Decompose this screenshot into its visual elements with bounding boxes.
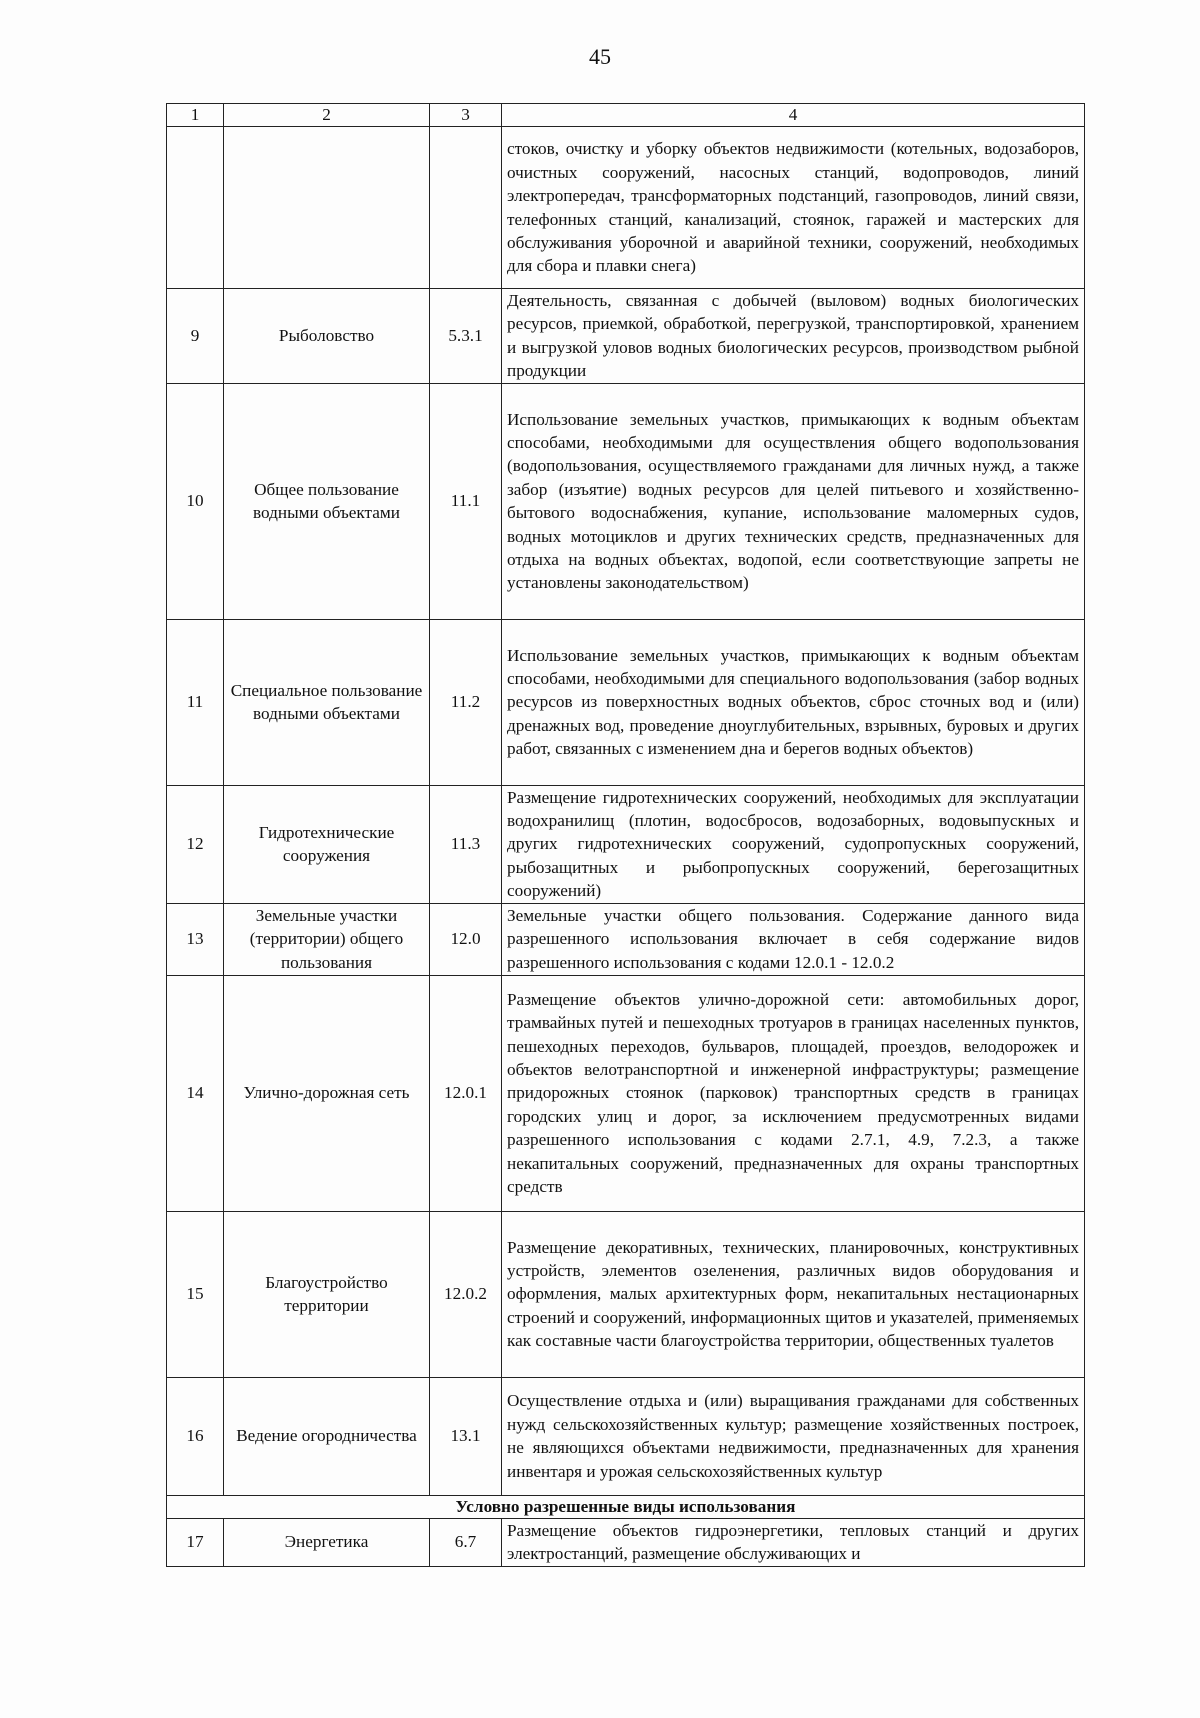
row-code-cell: 12.0.1 — [430, 975, 502, 1211]
header-col-3: 3 — [430, 104, 502, 127]
row-description-cell: Размещение объектов гидроэнергетики, тепловых станций и других электростанций, размещение обслуживающих и — [502, 1518, 1085, 1566]
header-col-1: 1 — [167, 104, 224, 127]
row-number-cell — [167, 127, 224, 289]
row-code-cell: 11.2 — [430, 619, 502, 785]
header-col-4: 4 — [502, 104, 1085, 127]
row-name-cell: Ведение огородничества — [224, 1377, 430, 1495]
row-name-cell — [224, 127, 430, 289]
table-row — [167, 289, 1085, 384]
row-code-cell: 6.7 — [430, 1518, 502, 1566]
table-row — [167, 619, 1085, 785]
table-row-continuation — [167, 127, 1085, 289]
row-description-cell: стоков, очистку и уборку объектов недвижимости (котельных, водозаборов, очистных сооружений, насосных станций, водопроводов, линий электропередач, трансформаторных подстанций, газопроводов, линий связи, телефонных станций, канализаций, стоянок, гаражей и мастерских для обслуживания уборочной и аварийной техники, сооружений, необходимых для сбора и плавки снега) — [502, 127, 1085, 289]
row-name-cell: Гидротехнические сооружения — [224, 785, 430, 903]
section-header-row — [167, 1495, 1085, 1518]
row-name-cell: Благоустройство территории — [224, 1211, 430, 1377]
row-number-cell: 12 — [167, 785, 224, 903]
row-number-cell: 10 — [167, 383, 224, 619]
row-name-cell: Общее пользование водными объектами — [224, 383, 430, 619]
table-row — [167, 1377, 1085, 1495]
row-number-cell: 14 — [167, 975, 224, 1211]
row-number-cell: 17 — [167, 1518, 224, 1566]
section-title: Условно разрешенные виды использования — [167, 1495, 1085, 1518]
table-header-row — [167, 104, 1085, 127]
row-name-cell: Энергетика — [224, 1518, 430, 1566]
row-name-cell: Улично-дорожная сеть — [224, 975, 430, 1211]
header-col-2: 2 — [224, 104, 430, 127]
row-number-cell: 11 — [167, 619, 224, 785]
row-code-cell: 5.3.1 — [430, 289, 502, 384]
row-code-cell: 11.3 — [430, 785, 502, 903]
table-row — [167, 975, 1085, 1211]
table-row — [167, 1211, 1085, 1377]
table-row — [167, 903, 1085, 975]
row-name-cell: Специальное пользование водными объектами — [224, 619, 430, 785]
row-number-cell: 15 — [167, 1211, 224, 1377]
row-number-cell: 13 — [167, 903, 224, 975]
table-row — [167, 1518, 1085, 1566]
row-description-cell: Размещение декоративных, технических, планировочных, конструктивных устройств, элементов озеленения, различных видов оборудования и оформления, малых архитектурных форм, некапитальных нестационарных строений и сооружений, информационных щитов и указателей, применяемых как составные части благоустройства территории, общественных туалетов — [502, 1211, 1085, 1377]
row-number-cell: 16 — [167, 1377, 224, 1495]
row-description-cell: Использование земельных участков, примыкающих к водным объектам способами, необходимыми для осуществления общего водопользования (водопользования, осуществляемого гражданами для личных нужд, а также забор (изъятие) водных ресурсов для целей питьевого и хозяйственно-бытового водоснабжения, купание, использование маломерных судов, водных мотоциклов и других технических средств, предназначенных для отдыха на водных объектах, водопой, если соответствующие запреты не установлены законодательством) — [502, 383, 1085, 619]
row-description-cell: Земельные участки общего пользования. Содержание данного вида разрешенного использования включает в себя содержание видов разрешенного использования с кодами 12.0.1 - 12.0.2 — [502, 903, 1085, 975]
row-code-cell: 13.1 — [430, 1377, 502, 1495]
row-code-cell — [430, 127, 502, 289]
row-number-cell: 9 — [167, 289, 224, 384]
page-number: 45 — [589, 44, 611, 69]
table-row — [167, 383, 1085, 619]
row-code-cell: 12.0.2 — [430, 1211, 502, 1377]
table-row — [167, 785, 1085, 903]
row-name-cell: Земельные участки (территории) общего пользования — [224, 903, 430, 975]
row-code-cell: 11.1 — [430, 383, 502, 619]
row-description-cell: Размещение объектов улично-дорожной сети: автомобильных дорог, трамвайных путей и пешеходных тротуаров в границах населенных пунктов, пешеходных переходов, бульваров, площадей, проездов, велодорожек и объектов велотранспортной и инженерной инфраструктуры; размещение придорожных стоянок (парковок) транспортных средств в границах городских улиц и дорог, за исключением предусмотренных видами разрешенного использования с кодами 2.7.1, 4.9, 7.2.3, а также некапитальных сооружений, предназначенных для охраны транспортных средств — [502, 975, 1085, 1211]
row-description-cell: Использование земельных участков, примыкающих к водным объектам способами, необходимыми для специального водопользования (забор водных ресурсов из поверхностных водных объектов, сброс сточных вод и (или) дренажных вод, проведение дноуглубительных, взрывных, буровых и других работ, связанных с изменением дна и берегов водных объектов) — [502, 619, 1085, 785]
row-description-cell: Деятельность, связанная с добычей (выловом) водных биологических ресурсов, приемкой, обработкой, перегрузкой, транспортировкой, хранением и выгрузкой уловов водных биологических ресурсов, производством рыбной продукции — [502, 289, 1085, 384]
land-use-table — [166, 103, 1085, 1567]
row-name-cell: Рыболовство — [224, 289, 430, 384]
row-description-cell: Осуществление отдыха и (или) выращивания гражданами для собственных нужд сельскохозяйственных культур; размещение хозяйственных построек, не являющихся объектами недвижимости, предназначенных для хранения инвентаря и урожая сельскохозяйственных культур — [502, 1377, 1085, 1495]
row-description-cell: Размещение гидротехнических сооружений, необходимых для эксплуатации водохранилищ (плотин, водосбросов, водозаборных, водовыпускных и других гидротехнических сооружений, судопропускных сооружений, рыбозащитных и рыбопропускных сооружений, берегозащитных сооружений) — [502, 785, 1085, 903]
row-code-cell: 12.0 — [430, 903, 502, 975]
